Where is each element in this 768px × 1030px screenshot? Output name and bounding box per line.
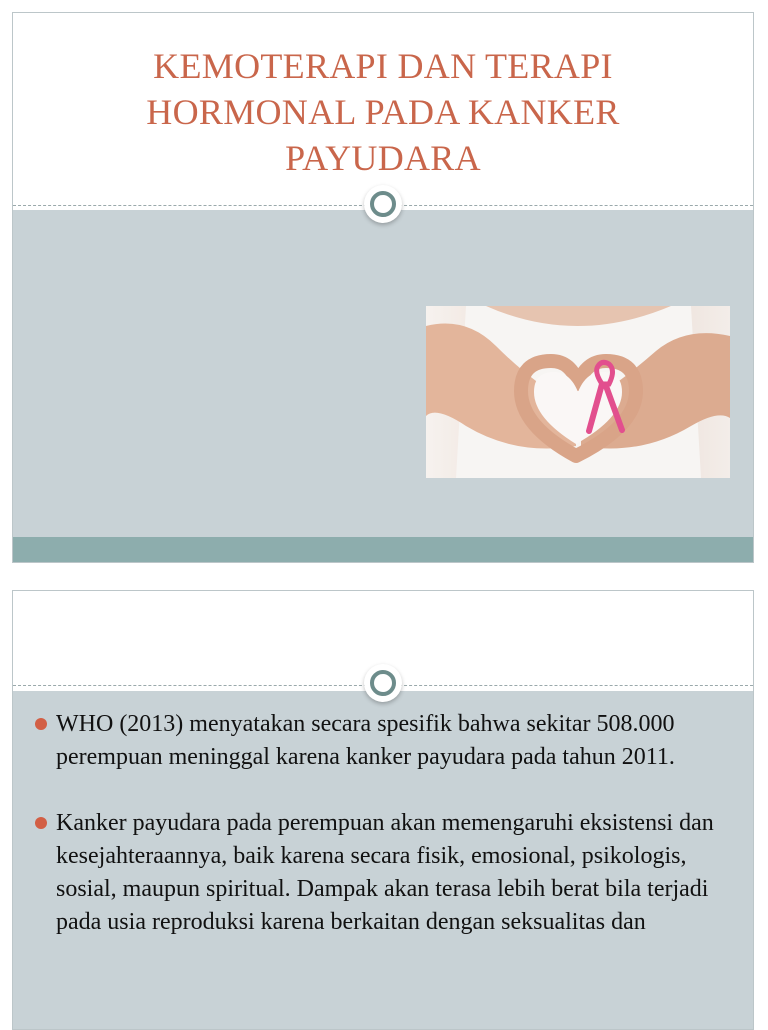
- title-slide: [12, 12, 754, 563]
- content-slide: [12, 590, 754, 1030]
- title-line: PAYUDARA: [285, 138, 481, 178]
- title-line: HORMONAL PADA KANKER: [146, 92, 620, 132]
- divider-ring-icon: [364, 185, 402, 223]
- title-line: KEMOTERAPI DAN TERAPI: [153, 46, 613, 86]
- awareness-photo: [426, 306, 730, 478]
- slide-title: [13, 43, 753, 181]
- bullet-item: WHO (2013) menyatakan secara spesifik bahwa sekitar 508.000 perempuan meninggal karena kanker payudara pada tahun 2011.: [35, 708, 735, 774]
- divider-ring-icon: [364, 664, 402, 702]
- bullet-list: [35, 708, 735, 972]
- footer-bar: [13, 537, 753, 563]
- heart-hands-illustration: [426, 306, 730, 478]
- bullet-item: Kanker payudara pada perempuan akan memengaruhi eksistensi dan kesejahteraannya, baik karena secara fisik, emosional, psikologis, sosial, maupun spiritual. Dampak akan terasa lebih berat bila terjadi pada usia reproduksi karena berkaitan dengan seksualitas dan: [35, 807, 735, 939]
